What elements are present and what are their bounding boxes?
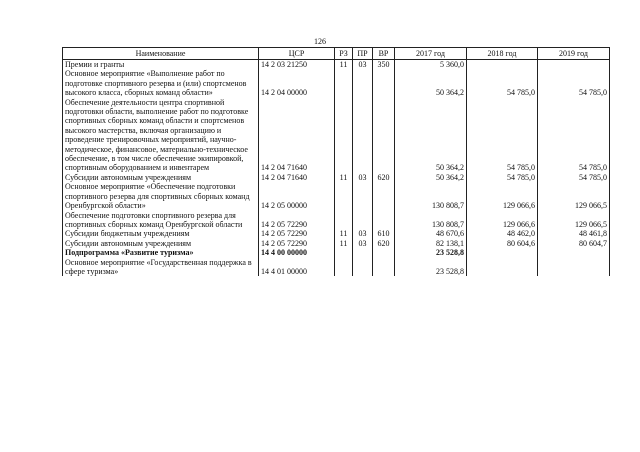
row-vr: 620 <box>373 173 395 182</box>
row-value-2018 <box>467 248 538 257</box>
row-value-2018: 80 604,6 <box>467 239 538 248</box>
table-row <box>63 60 610 70</box>
row-value-2019 <box>538 60 610 70</box>
row-rz: 11 <box>335 60 353 70</box>
row-value-2018: 48 462,0 <box>467 229 538 238</box>
table-header-row <box>63 48 610 60</box>
table-row <box>63 211 610 230</box>
page-number: 126 <box>314 37 326 46</box>
row-csr: 14 2 04 71640 <box>259 98 335 173</box>
row-vr <box>373 211 395 230</box>
row-value-2019: 80 604,7 <box>538 239 610 248</box>
row-pr <box>353 69 373 97</box>
row-pr: 03 <box>353 239 373 248</box>
row-value-2019: 54 785,0 <box>538 173 610 182</box>
table-row <box>63 98 610 173</box>
row-value-2017: 23 528,8 <box>395 248 467 257</box>
row-value-2018 <box>467 60 538 70</box>
row-csr: 14 2 03 21250 <box>259 60 335 70</box>
row-pr <box>353 211 373 230</box>
row-value-2017: 50 364,2 <box>395 69 467 97</box>
row-pr: 03 <box>353 60 373 70</box>
row-name: Подпрограмма «Развитие туризма» <box>63 248 259 257</box>
row-rz <box>335 182 353 210</box>
row-name: Основное мероприятие «Государственная поддержка в сфере туризма» <box>63 258 259 277</box>
row-value-2019: 48 461,8 <box>538 229 610 238</box>
header-2017: 2017 год <box>395 48 467 60</box>
row-rz <box>335 69 353 97</box>
row-rz <box>335 98 353 173</box>
row-value-2017: 82 138,1 <box>395 239 467 248</box>
row-value-2019 <box>538 248 610 257</box>
header-rz: РЗ <box>335 48 353 60</box>
header-csr: ЦСР <box>259 48 335 60</box>
row-name: Субсидии автономным учреждениям <box>63 239 259 248</box>
row-value-2018 <box>467 258 538 277</box>
row-value-2017: 48 670,6 <box>395 229 467 238</box>
row-pr <box>353 258 373 277</box>
row-pr <box>353 182 373 210</box>
row-name: Обеспечение подготовки спортивного резерва для спортивных сборных команд Оренбургской области <box>63 211 259 230</box>
row-name: Премии и гранты <box>63 60 259 70</box>
row-pr <box>353 248 373 257</box>
row-name: Субсидии автономным учреждениям <box>63 173 259 182</box>
row-vr <box>373 258 395 277</box>
row-rz <box>335 258 353 277</box>
row-value-2017: 130 808,7 <box>395 182 467 210</box>
row-value-2017: 50 364,2 <box>395 98 467 173</box>
row-rz: 11 <box>335 229 353 238</box>
row-csr: 14 2 05 72290 <box>259 229 335 238</box>
row-vr: 350 <box>373 60 395 70</box>
row-value-2019 <box>538 258 610 277</box>
row-rz <box>335 248 353 257</box>
row-vr <box>373 182 395 210</box>
row-value-2017: 23 528,8 <box>395 258 467 277</box>
table-row <box>63 248 610 257</box>
table-row <box>63 173 610 182</box>
row-csr: 14 2 05 72290 <box>259 211 335 230</box>
table-row <box>63 258 610 277</box>
row-value-2017: 5 360,0 <box>395 60 467 70</box>
row-name: Обеспечение деятельности центра спортивной подготовки области, выполнение работ по подготовке спортивных сборных команд области и спортсменов высокого мастерства, включая организацию и проведение тренировочных мероприятий, научно-методическое, финансовое, материально-техническое обеспечение, в том числе обеспечение экипировкой, спортивным оборудованием и инвентарем <box>63 98 259 173</box>
header-2018: 2018 год <box>467 48 538 60</box>
row-rz: 11 <box>335 173 353 182</box>
row-vr <box>373 248 395 257</box>
row-value-2018: 54 785,0 <box>467 98 538 173</box>
row-value-2018: 129 066,6 <box>467 182 538 210</box>
header-2019: 2019 год <box>538 48 610 60</box>
table-row <box>63 69 610 97</box>
row-value-2019: 129 066,5 <box>538 182 610 210</box>
table-row <box>63 182 610 210</box>
row-value-2017: 130 808,7 <box>395 211 467 230</box>
row-name: Субсидии бюджетным учреждениям <box>63 229 259 238</box>
row-rz <box>335 211 353 230</box>
header-name: Наименование <box>63 48 259 60</box>
row-pr: 03 <box>353 173 373 182</box>
budget-table <box>62 47 610 276</box>
row-value-2018: 129 066,6 <box>467 211 538 230</box>
table-row <box>63 229 610 238</box>
row-csr: 14 4 01 00000 <box>259 258 335 277</box>
row-vr: 610 <box>373 229 395 238</box>
row-rz: 11 <box>335 239 353 248</box>
row-csr: 14 2 05 72290 <box>259 239 335 248</box>
row-pr: 03 <box>353 229 373 238</box>
table-row <box>63 239 610 248</box>
row-value-2019: 54 785,0 <box>538 69 610 97</box>
header-pr: ПР <box>353 48 373 60</box>
row-value-2019: 129 066,5 <box>538 211 610 230</box>
header-vr: ВР <box>373 48 395 60</box>
row-value-2018: 54 785,0 <box>467 69 538 97</box>
row-value-2019: 54 785,0 <box>538 98 610 173</box>
row-vr <box>373 69 395 97</box>
row-name: Основное мероприятие «Обеспечение подготовки спортивного резерва для спортивных сборных команд Оренбургской области» <box>63 182 259 210</box>
row-name: Основное мероприятие «Выполнение работ по подготовке спортивного резерва и (или) спортсменов высокого класса, сборных команд области» <box>63 69 259 97</box>
row-value-2018: 54 785,0 <box>467 173 538 182</box>
row-pr <box>353 98 373 173</box>
row-value-2017: 50 364,2 <box>395 173 467 182</box>
row-csr: 14 2 05 00000 <box>259 182 335 210</box>
row-csr: 14 4 00 00000 <box>259 248 335 257</box>
row-csr: 14 2 04 00000 <box>259 69 335 97</box>
row-vr: 620 <box>373 239 395 248</box>
row-vr <box>373 98 395 173</box>
row-csr: 14 2 04 71640 <box>259 173 335 182</box>
